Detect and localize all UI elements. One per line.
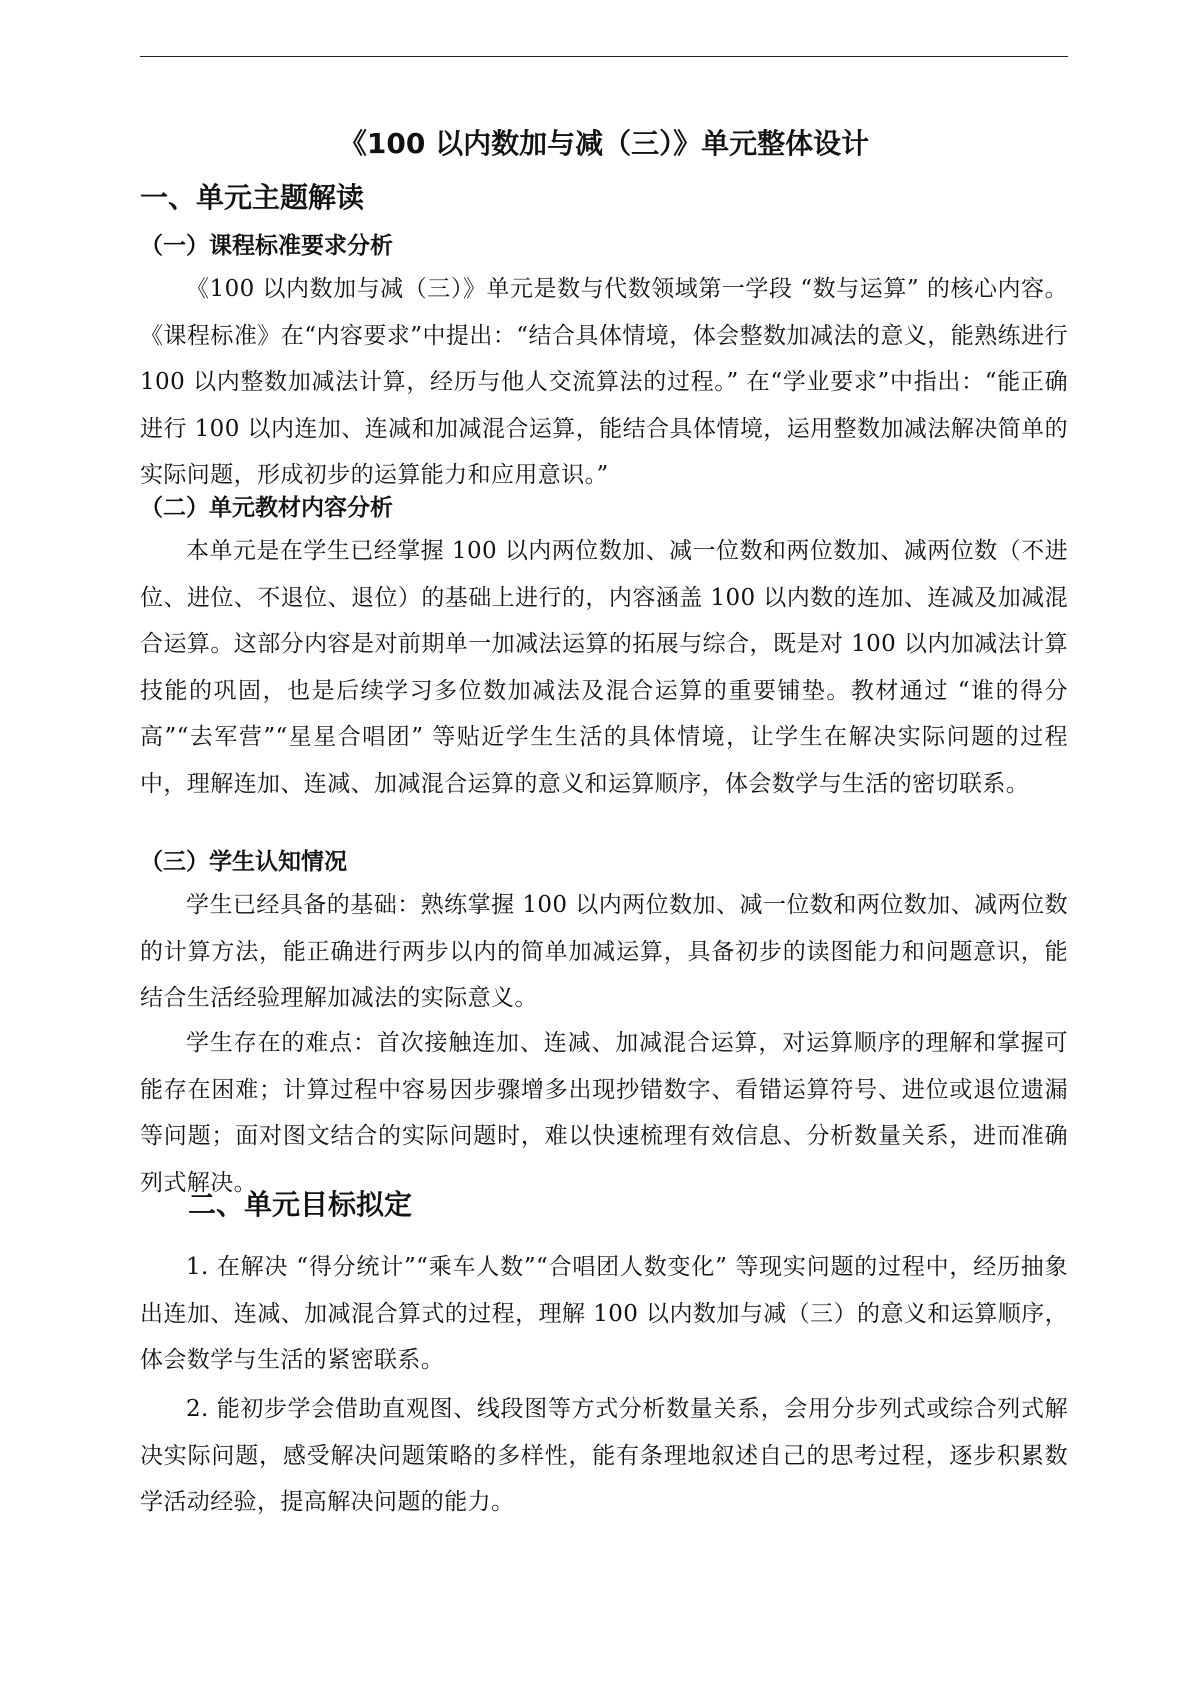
subsection-heading-2: （二）单元教材内容分析 xyxy=(140,495,393,521)
goal-item-1: 1. 在解决 “得分统计”“乘车人数”“合唱团人数变化” 等现实问题的过程中，经历抽象出连加、连减、加减混合算式的过程，理解 100 以内数加与减（三）的意义和运算顺序，体会数学与生活的紧密联系。 xyxy=(140,1254,1068,1373)
section-heading-2: 二、单元目标拟定 xyxy=(188,1188,413,1221)
subsection-heading-3: （三）学生认知情况 xyxy=(140,849,347,875)
paragraph-teaching-material: 本单元是在学生已经掌握 100 以内两位数加、减一位数和两位数加、减两位数（不进位、进位、不退位、退位）的基础上进行的，内容涵盖 100 以内数的连加、连减及加减混合运算。这部分内容是对前期单一加减法运算的拓展与综合，既是对 100 以内加减法计算技能的巩固，也是后续学习多位数加减法及混合运算的重要铺垫。教材通过 “谁的得分高”“去军营”“星星合唱团” 等贴近学生生活的具体情境，让学生在解决实际问题的过程中，理解连加、连减、加减混合运算的意义和运算顺序，体会数学与生活的密切联系。 xyxy=(140,538,1068,797)
subsection-heading-1: （一）课程标准要求分析 xyxy=(140,233,393,259)
header-rule xyxy=(140,56,1068,57)
document-title: 《100 以内数加与减（三）》单元整体设计 xyxy=(338,127,870,160)
section-heading-1: 一、单元主题解读 xyxy=(140,181,365,214)
goal-item-2: 2. 能初步学会借助直观图、线段图等方式分析数量关系，会用分步列式或综合列式解决实际问题，感受解决问题策略的多样性，能有条理地叙述自己的思考过程，逐步积累数学活动经验，提高解决问题的能力。 xyxy=(140,1396,1068,1515)
paragraph-curriculum-standard: 《100 以内数加与减（三）》单元是数与代数领域第一学段 “数与运算” 的核心内容。《课程标准》在“内容要求”中提出：“结合具体情境，体会整数加减法的意义，能熟练进行 100 以内整数加减法计算，经历与他人交流算法的过程。” 在“学业要求”中指出：“能正确进行 100 以内连加、连减和加减混合运算，能结合具体情境，运用整数加减法解决简单的实际问题，形成初步的运算能力和应用意识。” xyxy=(140,276,1068,488)
paragraph-student-foundation: 学生已经具备的基础：熟练掌握 100 以内两位数加、减一位数和两位数加、减两位数的计算方法，能正确进行两步以内的简单加减运算，具备初步的读图能力和问题意识，能结合生活经验理解加减法的实际意义。 xyxy=(140,892,1068,1011)
paragraph-student-difficulty: 学生存在的难点：首次接触连加、连减、加减混合运算，对运算顺序的理解和掌握可能存在困难；计算过程中容易因步骤增多出现抄错数字、看错运算符号、进位或退位遗漏等问题；面对图文结合的实际问题时，难以快速梳理有效信息、分析数量关系，进而准确列式解决。 xyxy=(140,1030,1068,1196)
